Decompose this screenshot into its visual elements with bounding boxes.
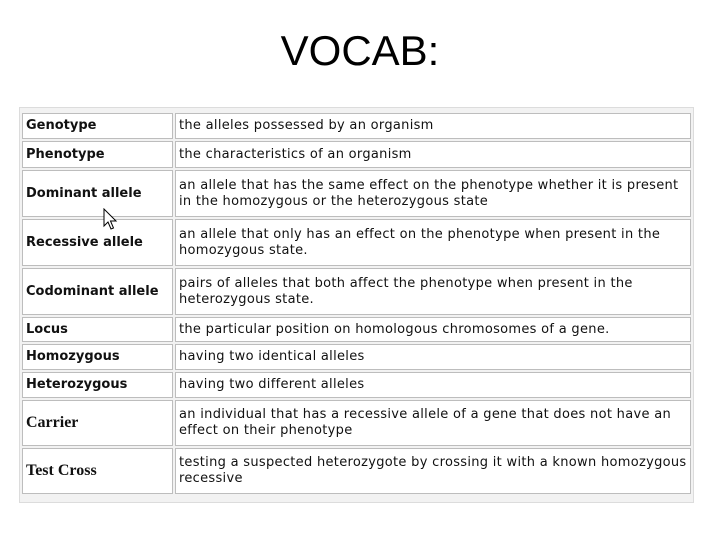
term-cell: Test Cross <box>22 448 173 494</box>
vocab-table <box>20 111 693 496</box>
definition-cell: the particular position on homologous chromosomes of a gene. <box>175 317 691 342</box>
term-cell: Homozygous <box>22 344 173 370</box>
definition-cell: testing a suspected heterozygote by crossing it with a known homozygous recessive <box>175 448 691 494</box>
table-row <box>22 141 691 168</box>
term-cell: Carrier <box>22 400 173 446</box>
term-cell: Dominant allele <box>22 170 173 217</box>
table-row <box>22 219 691 266</box>
term-cell: Codominant allele <box>22 268 173 315</box>
slide-title: VOCAB: <box>280 27 440 74</box>
definition-cell: an allele that only has an effect on the phenotype when present in the homozygous state. <box>175 219 691 266</box>
table-row <box>22 113 691 139</box>
table-row <box>22 344 691 370</box>
table-row <box>22 268 691 315</box>
definition-cell: the characteristics of an organism <box>175 141 691 168</box>
definition-cell: an individual that has a recessive allele of a gene that does not have an effect on their phenotype <box>175 400 691 446</box>
definition-cell: having two identical alleles <box>175 344 691 370</box>
definition-cell: having two different alleles <box>175 372 691 398</box>
table-row <box>22 372 691 398</box>
definition-cell: pairs of alleles that both affect the phenotype when present in the heterozygous state. <box>175 268 691 315</box>
term-cell: Genotype <box>22 113 173 139</box>
term-cell: Locus <box>22 317 173 342</box>
term-cell: Recessive allele <box>22 219 173 266</box>
vocab-table-container <box>19 107 694 503</box>
term-cell: Heterozygous <box>22 372 173 398</box>
table-row <box>22 317 691 342</box>
table-row <box>22 400 691 446</box>
term-cell: Phenotype <box>22 141 173 168</box>
table-row <box>22 170 691 217</box>
table-row <box>22 448 691 494</box>
mouse-pointer-icon <box>103 208 119 232</box>
definition-cell: an allele that has the same effect on the phenotype whether it is present in the homozygous or the heterozygous state <box>175 170 691 217</box>
definition-cell: the alleles possessed by an organism <box>175 113 691 139</box>
